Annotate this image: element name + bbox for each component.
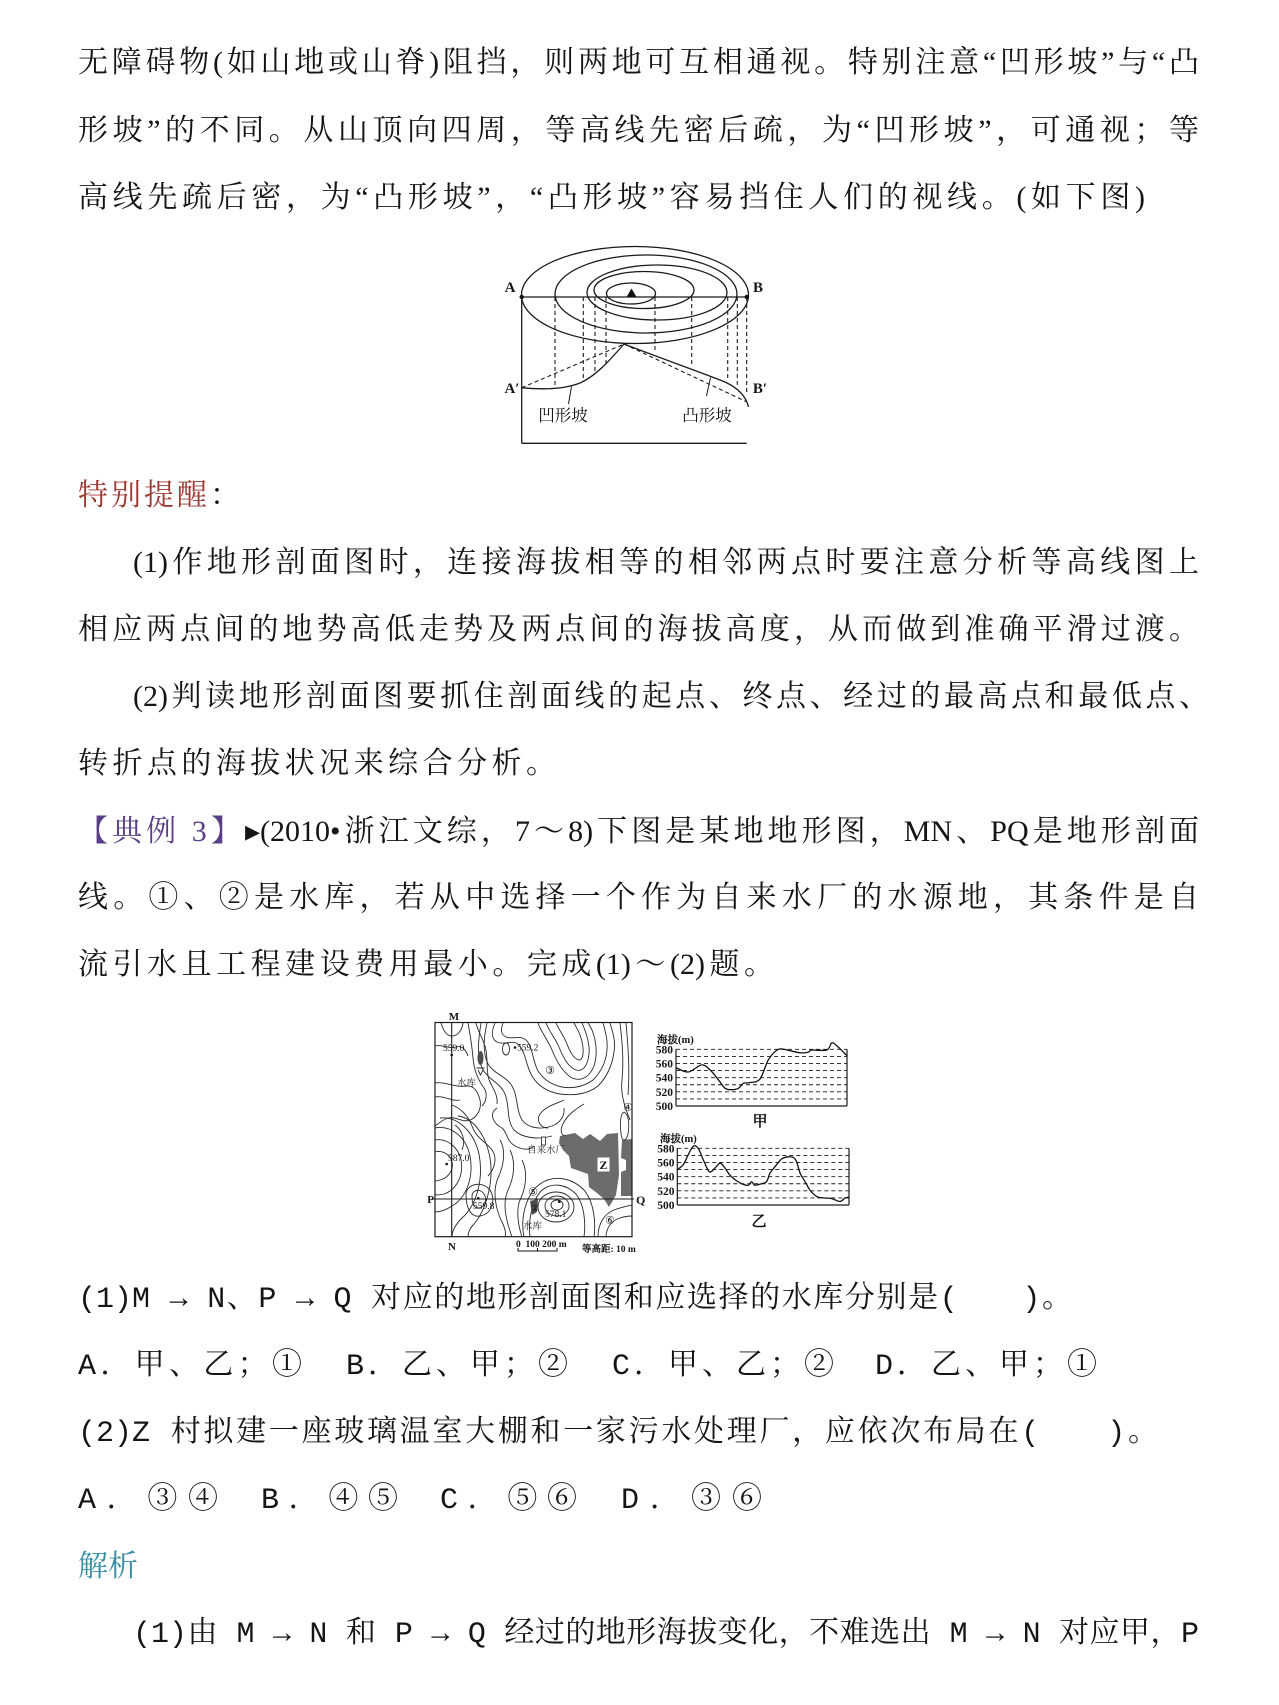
question-1-option-a: A．甲、乙；①	[78, 1350, 302, 1384]
profile-yi-tick: 560	[657, 1157, 675, 1170]
site-3: ③	[545, 1065, 555, 1077]
question-2-option-d: D．③⑥	[621, 1484, 762, 1518]
profile-jia-tick: 500	[655, 1101, 673, 1113]
profile-jia-title: 甲	[752, 1114, 768, 1130]
label-m: M	[448, 1011, 460, 1023]
question-2-option-a: A．③④	[78, 1484, 218, 1518]
profile-jia-tick: 540	[655, 1072, 673, 1085]
example-source: ▸(2010•浙江文综，7～8)下图是某地地形图，MN、PQ是地形剖面	[244, 815, 1200, 848]
label-a-prime: A′	[504, 381, 520, 397]
slope-diagram	[500, 240, 800, 455]
intro-line-2: 形坡”的不同。从山顶向四周，等高线先密后疏，为“凹形坡”，可通视；等	[78, 114, 1199, 147]
profile-jia-ylabel: 海拔(m)	[657, 1035, 694, 1046]
spot-height-559-2: 559.2	[517, 1043, 539, 1054]
waterworks-label: 自来水厂	[527, 1146, 566, 1156]
sightline-left	[522, 344, 624, 388]
label-b: B	[752, 280, 764, 296]
example-line-2: 线。①、②是水库，若从中选择一个作为自来水厂的水源地，其条件是自	[78, 881, 1199, 914]
profile-jia-tick: 580	[655, 1044, 673, 1057]
profile-yi-tick: 520	[657, 1185, 675, 1198]
reservoir-2-marker: ②	[530, 1203, 540, 1213]
example-line-3: 流引水且工程建设费用最小。完成(1)～(2)题。	[78, 948, 774, 981]
reminder-title: 特别提醒	[78, 479, 210, 512]
profile-chart-yi	[657, 1132, 849, 1230]
convex-leader	[707, 378, 711, 397]
label-p: P	[427, 1194, 434, 1206]
question-2-option-c: C．⑤⑥	[440, 1484, 577, 1518]
question-1-stem: (1)M → N、P → Q 对应的地形剖面图和应选择的水库分别是( )。	[78, 1283, 1072, 1317]
profile-yi-title: 乙	[751, 1214, 767, 1230]
reminder-line-2: 相应两点间的地势高低走势及两点间的海拔高度，从而做到准确平滑过渡。	[78, 613, 1199, 646]
concave-leader	[569, 387, 572, 405]
reservoir-1	[478, 1051, 484, 1065]
summit-triangle-icon	[627, 289, 637, 298]
profile-jia-tick: 560	[655, 1058, 673, 1071]
label-n: N	[448, 1241, 456, 1253]
analysis-title: 解析	[78, 1550, 138, 1583]
elevation-curve	[677, 1146, 849, 1202]
question-1-option-b: B．乙、甲；②	[346, 1350, 568, 1384]
intro-line-1: 无障碍物(如山地或山脊)阻挡，则两地可互相通视。特别注意“凹形坡”与“凸	[78, 46, 1199, 79]
profile-jia-tick: 520	[655, 1086, 673, 1099]
spot-height-587-0: 587.0	[448, 1154, 470, 1164]
label-q: Q	[636, 1193, 646, 1207]
site-5: ⑤	[528, 1186, 538, 1199]
spot-height-578-1: 578.1	[545, 1210, 567, 1220]
site-4: ④	[623, 1102, 633, 1114]
spot-height-dot	[558, 1200, 561, 1203]
profile-jia-plot	[676, 1043, 847, 1106]
site-6: ⑥	[605, 1215, 615, 1227]
spot-height-dot	[514, 1046, 517, 1049]
profile-yi-tick: 500	[657, 1200, 675, 1212]
village-label: Z	[599, 1158, 608, 1172]
spot-height-559-0: 559.0	[443, 1044, 465, 1054]
reminder-line-1: (1)作地形剖面图时，连接海拔相等的相邻两点时要注意分析等高线图上	[133, 546, 1199, 579]
example-tag: 【典例 3】	[78, 815, 245, 848]
reminder-line-4: 转折点的海拔状况来综合分析。	[78, 747, 556, 780]
profile-yi-tick: 580	[657, 1143, 675, 1156]
profile-yi-ylabel: 海拔(m)	[660, 1134, 697, 1145]
reservoir-label-bottom: 水库	[523, 1222, 543, 1232]
reminder-heading	[78, 476, 243, 516]
example-line-1	[78, 812, 1199, 852]
label-concave-slope: 凹形坡	[538, 406, 588, 425]
reservoir-label-top: 水库	[457, 1079, 477, 1089]
village-z-strip	[621, 1139, 632, 1196]
intro-line-3: 高线先疏后密，为“凸形坡”，“凸形坡”容易挡住人们的视线。(如下图)	[78, 181, 1145, 214]
label-a: A	[504, 280, 516, 296]
profile-chart-jia	[656, 1033, 847, 1130]
analysis-line-1: (1)由 M → N 和 P → Q 经过的地形海拔变化，不难选出 M → N 对应甲，P	[133, 1618, 1199, 1652]
waterworks-icon	[542, 1137, 546, 1145]
question-1-option-c: C．甲、乙；②	[612, 1350, 834, 1384]
topographic-map	[427, 1011, 645, 1255]
label-convex-slope: 凸形坡	[682, 406, 732, 425]
topographic-figure	[425, 1005, 885, 1260]
reminder-line-3: (2)判读地形剖面图要抓住剖面线的起点、终点、经过的最高点和最低点、	[133, 680, 1209, 713]
spot-height-dot	[450, 1054, 453, 1057]
profile-yi-plot	[677, 1146, 849, 1205]
label-b-prime: B′	[752, 381, 768, 397]
reminder-colon: ：	[210, 479, 243, 512]
spot-height-559-8: 559.8	[473, 1202, 495, 1212]
spot-height-dot	[477, 1197, 480, 1200]
contour-interval-label: 等高距: 10 m	[582, 1245, 636, 1255]
question-2-stem: (2)Z 村拟建一座玻璃温室大棚和一家污水处理厂，应依次布局在( )。	[78, 1417, 1158, 1451]
reservoir-1-dam	[477, 1068, 485, 1075]
profile-yi-tick: 540	[657, 1171, 675, 1184]
convex-slope-curve	[624, 344, 749, 407]
sightline-right	[624, 344, 747, 402]
scale-bar-label: 0 100 200 m	[516, 1240, 567, 1250]
elevation-curve	[676, 1043, 847, 1090]
question-2-option-b: B．④⑤	[261, 1484, 398, 1518]
question-1-option-d: D．乙、甲；①	[875, 1350, 1097, 1384]
